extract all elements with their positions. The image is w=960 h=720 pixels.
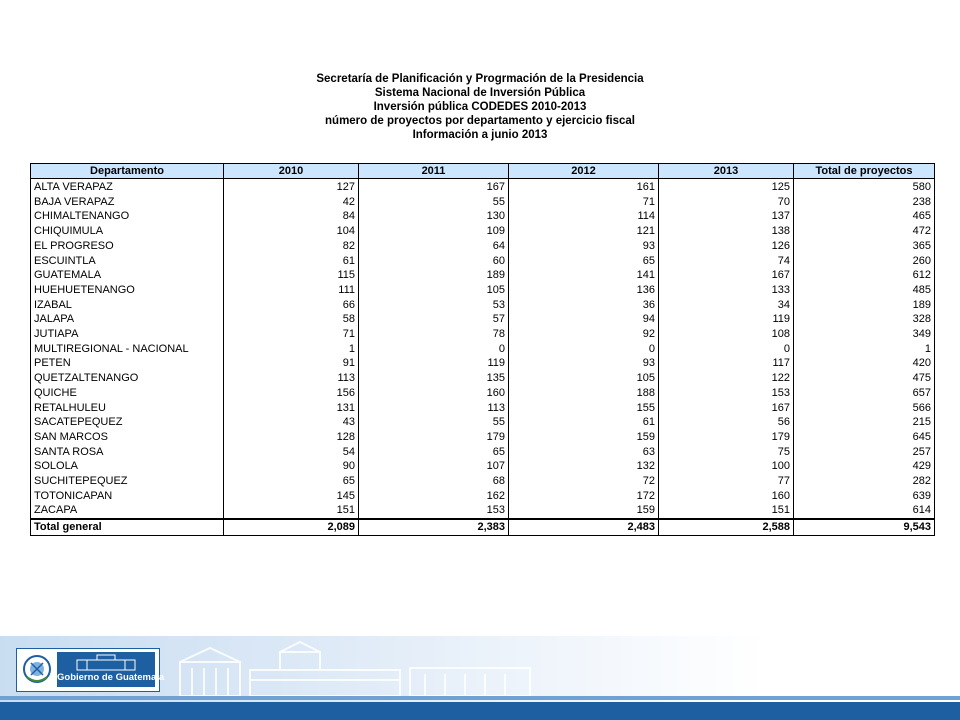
year-cell: 161 — [509, 179, 659, 195]
title-line-1: Secretaría de Planificación y Progrmación de la Presidencia — [316, 73, 644, 85]
total-proyectos: 9,543 — [794, 519, 935, 535]
title-line-2: Sistema Nacional de Inversión Pública — [374, 87, 586, 99]
header-2012: 2012 — [509, 164, 659, 179]
year-cell: 78 — [359, 327, 509, 342]
palace-small-icon — [57, 652, 155, 672]
year-cell: 167 — [659, 268, 794, 283]
total-cell: 485 — [794, 283, 935, 298]
department-cell: RETALHULEU — [31, 401, 224, 416]
footer-bar-light — [0, 696, 960, 700]
year-cell: 155 — [509, 401, 659, 416]
year-cell: 160 — [359, 386, 509, 401]
total-cell: 612 — [794, 268, 935, 283]
year-cell: 122 — [659, 371, 794, 386]
table-row — [31, 195, 935, 210]
year-cell: 93 — [509, 239, 659, 254]
guatemala-seal-icon — [21, 653, 53, 686]
table-row — [31, 459, 935, 474]
department-cell: SANTA ROSA — [31, 445, 224, 460]
department-cell: GUATEMALA — [31, 268, 224, 283]
year-cell: 125 — [659, 179, 794, 195]
year-cell: 156 — [224, 386, 359, 401]
year-cell: 92 — [509, 327, 659, 342]
year-cell: 119 — [359, 356, 509, 371]
year-cell: 105 — [509, 371, 659, 386]
total-cell: 215 — [794, 415, 935, 430]
year-cell: 71 — [509, 195, 659, 210]
year-cell: 127 — [224, 179, 359, 195]
title-line-5: Información a junio 2013 — [412, 129, 548, 141]
year-cell: 188 — [509, 386, 659, 401]
year-cell: 63 — [509, 445, 659, 460]
year-cell: 43 — [224, 415, 359, 430]
department-cell: BAJA VERAPAZ — [31, 195, 224, 210]
total-cell: 472 — [794, 224, 935, 239]
total-2013: 2,588 — [659, 519, 794, 535]
year-cell: 151 — [659, 503, 794, 519]
year-cell: 55 — [359, 195, 509, 210]
year-cell: 82 — [224, 239, 359, 254]
header-2013: 2013 — [659, 164, 794, 179]
year-cell: 61 — [224, 254, 359, 269]
header-2011: 2011 — [359, 164, 509, 179]
year-cell: 90 — [224, 459, 359, 474]
year-cell: 136 — [509, 283, 659, 298]
department-cell: QUICHE — [31, 386, 224, 401]
total-cell: 580 — [794, 179, 935, 195]
table-row — [31, 430, 935, 445]
year-cell: 56 — [659, 415, 794, 430]
year-cell: 172 — [509, 489, 659, 504]
year-cell: 66 — [224, 298, 359, 313]
year-cell: 65 — [359, 445, 509, 460]
table-row — [31, 283, 935, 298]
total-cell: 429 — [794, 459, 935, 474]
table-body — [31, 179, 935, 520]
total-cell: 1 — [794, 342, 935, 357]
total-cell: 639 — [794, 489, 935, 504]
footer-bar — [0, 702, 960, 720]
year-cell: 104 — [224, 224, 359, 239]
table-row — [31, 445, 935, 460]
year-cell: 167 — [359, 179, 509, 195]
year-cell: 111 — [224, 283, 359, 298]
year-cell: 113 — [359, 401, 509, 416]
department-cell: ZACAPA — [31, 503, 224, 519]
national-palace-icon — [170, 640, 570, 698]
table-row — [31, 386, 935, 401]
header-departamento: Departamento — [31, 164, 224, 179]
year-cell: 162 — [359, 489, 509, 504]
year-cell: 107 — [359, 459, 509, 474]
table-row — [31, 312, 935, 327]
table-row — [31, 371, 935, 386]
total-cell: 238 — [794, 195, 935, 210]
year-cell: 131 — [224, 401, 359, 416]
table-row — [31, 489, 935, 504]
department-cell: CHIMALTENANGO — [31, 209, 224, 224]
table-row — [31, 415, 935, 430]
year-cell: 141 — [509, 268, 659, 283]
projects-table — [30, 163, 935, 536]
table-row — [31, 503, 935, 519]
table-row — [31, 474, 935, 489]
year-cell: 179 — [359, 430, 509, 445]
year-cell: 65 — [224, 474, 359, 489]
year-cell: 100 — [659, 459, 794, 474]
year-cell: 71 — [224, 327, 359, 342]
total-cell: 328 — [794, 312, 935, 327]
table-row — [31, 209, 935, 224]
year-cell: 167 — [659, 401, 794, 416]
year-cell: 65 — [509, 254, 659, 269]
year-cell: 159 — [509, 430, 659, 445]
year-cell: 61 — [509, 415, 659, 430]
department-cell: ALTA VERAPAZ — [31, 179, 224, 195]
total-cell: 614 — [794, 503, 935, 519]
year-cell: 42 — [224, 195, 359, 210]
department-cell: JALAPA — [31, 312, 224, 327]
department-cell: SACATEPEQUEZ — [31, 415, 224, 430]
year-cell: 68 — [359, 474, 509, 489]
year-cell: 64 — [359, 239, 509, 254]
year-cell: 1 — [224, 342, 359, 357]
department-cell: ESCUINTLA — [31, 254, 224, 269]
year-cell: 91 — [224, 356, 359, 371]
year-cell: 60 — [359, 254, 509, 269]
year-cell: 160 — [659, 489, 794, 504]
year-cell: 159 — [509, 503, 659, 519]
header-2010: 2010 — [224, 164, 359, 179]
department-cell: TOTONICAPAN — [31, 489, 224, 504]
report-titles — [0, 72, 960, 142]
table-row — [31, 268, 935, 283]
year-cell: 133 — [659, 283, 794, 298]
total-cell: 420 — [794, 356, 935, 371]
logo-text: Gobierno de Guatemala — [57, 672, 165, 683]
total-cell: 465 — [794, 209, 935, 224]
year-cell: 36 — [509, 298, 659, 313]
department-cell: PETEN — [31, 356, 224, 371]
year-cell: 145 — [224, 489, 359, 504]
total-cell: 365 — [794, 239, 935, 254]
government-logo — [16, 648, 165, 692]
year-cell: 57 — [359, 312, 509, 327]
department-cell: IZABAL — [31, 298, 224, 313]
year-cell: 53 — [359, 298, 509, 313]
year-cell: 75 — [659, 445, 794, 460]
year-cell: 70 — [659, 195, 794, 210]
year-cell: 113 — [224, 371, 359, 386]
total-label: Total general — [31, 519, 224, 535]
total-cell: 566 — [794, 401, 935, 416]
table-row — [31, 342, 935, 357]
logo-banner — [57, 652, 165, 687]
department-cell: JUTIAPA — [31, 327, 224, 342]
total-2011: 2,383 — [359, 519, 509, 535]
total-2012: 2,483 — [509, 519, 659, 535]
year-cell: 54 — [224, 445, 359, 460]
total-cell: 475 — [794, 371, 935, 386]
year-cell: 128 — [224, 430, 359, 445]
table-row — [31, 356, 935, 371]
year-cell: 189 — [359, 268, 509, 283]
year-cell: 105 — [359, 283, 509, 298]
year-cell: 77 — [659, 474, 794, 489]
total-cell: 260 — [794, 254, 935, 269]
year-cell: 94 — [509, 312, 659, 327]
total-cell: 349 — [794, 327, 935, 342]
year-cell: 58 — [224, 312, 359, 327]
department-cell: SUCHITEPEQUEZ — [31, 474, 224, 489]
table-row — [31, 401, 935, 416]
year-cell: 109 — [359, 224, 509, 239]
year-cell: 117 — [659, 356, 794, 371]
year-cell: 153 — [359, 503, 509, 519]
department-cell: CHIQUIMULA — [31, 224, 224, 239]
year-cell: 119 — [659, 312, 794, 327]
table-row — [31, 179, 935, 195]
department-cell: HUEHUETENANGO — [31, 283, 224, 298]
year-cell: 108 — [659, 327, 794, 342]
table-header-row — [31, 164, 935, 179]
year-cell: 114 — [509, 209, 659, 224]
total-cell: 189 — [794, 298, 935, 313]
title-line-3: Inversión pública CODEDES 2010-2013 — [373, 101, 587, 113]
year-cell: 153 — [659, 386, 794, 401]
table-row — [31, 254, 935, 269]
year-cell: 84 — [224, 209, 359, 224]
table-row — [31, 298, 935, 313]
total-cell: 645 — [794, 430, 935, 445]
year-cell: 115 — [224, 268, 359, 283]
total-row — [31, 519, 935, 535]
year-cell: 93 — [509, 356, 659, 371]
year-cell: 179 — [659, 430, 794, 445]
year-cell: 138 — [659, 224, 794, 239]
year-cell: 151 — [224, 503, 359, 519]
total-cell: 657 — [794, 386, 935, 401]
department-cell: MULTIREGIONAL - NACIONAL — [31, 342, 224, 357]
total-cell: 257 — [794, 445, 935, 460]
year-cell: 137 — [659, 209, 794, 224]
table-row — [31, 239, 935, 254]
year-cell: 126 — [659, 239, 794, 254]
total-2010: 2,089 — [224, 519, 359, 535]
department-cell: EL PROGRESO — [31, 239, 224, 254]
department-cell: SOLOLA — [31, 459, 224, 474]
title-line-4: número de proyectos por departamento y ejercicio fiscal — [325, 115, 635, 127]
table-row — [31, 327, 935, 342]
year-cell: 0 — [659, 342, 794, 357]
total-cell: 282 — [794, 474, 935, 489]
table-row — [31, 224, 935, 239]
year-cell: 0 — [359, 342, 509, 357]
year-cell: 130 — [359, 209, 509, 224]
year-cell: 72 — [509, 474, 659, 489]
year-cell: 55 — [359, 415, 509, 430]
header-total: Total de proyectos — [794, 164, 935, 179]
year-cell: 121 — [509, 224, 659, 239]
year-cell: 132 — [509, 459, 659, 474]
department-cell: QUETZALTENANGO — [31, 371, 224, 386]
year-cell: 0 — [509, 342, 659, 357]
year-cell: 34 — [659, 298, 794, 313]
year-cell: 74 — [659, 254, 794, 269]
department-cell: SAN MARCOS — [31, 430, 224, 445]
year-cell: 135 — [359, 371, 509, 386]
